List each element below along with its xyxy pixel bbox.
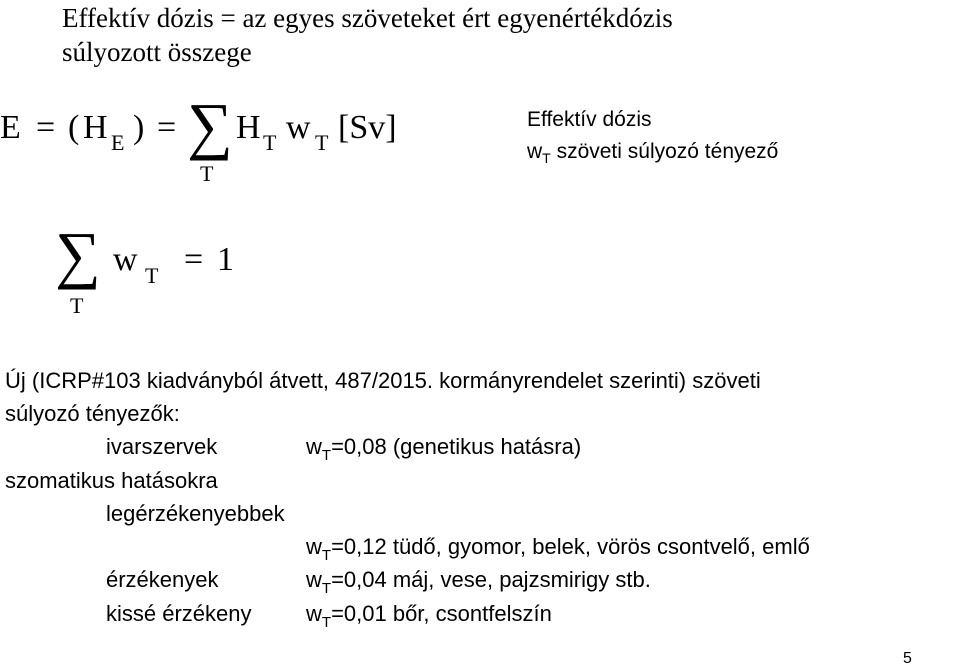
formula-lparen: ( bbox=[68, 109, 80, 146]
formula-w-t: w bbox=[286, 109, 311, 146]
formula-equals: = bbox=[36, 109, 56, 146]
w-subscript: T bbox=[321, 614, 332, 631]
w-subscript: T bbox=[321, 447, 332, 464]
page-number: 5 bbox=[903, 650, 912, 667]
row-label-legerzekenyebbek: legérzékenyebbek bbox=[106, 501, 285, 526]
w-symbol: w bbox=[306, 534, 322, 559]
formula-w-t-subscript: T bbox=[315, 130, 329, 155]
slide-title-line-2: súlyozott összege bbox=[62, 37, 252, 67]
sigma-subscript: T bbox=[70, 293, 84, 318]
weight-value: =0,12 tüdő, gyomor, belek, vörös csontvelő, emlő bbox=[331, 534, 810, 559]
intro-line-1: Új (ICRP#103 kiadványból átvett, 487/2015. kormányrendelet szerinti) szöveti bbox=[5, 368, 761, 393]
sigma-subscript: T bbox=[200, 161, 214, 186]
formula-h-subscript: E bbox=[111, 130, 125, 155]
row-label-ivarszervek: ivarszervek bbox=[106, 434, 218, 459]
row-value-erzekenyek bbox=[306, 567, 651, 596]
row-value-legerzekenyebbek bbox=[306, 534, 810, 563]
sigma-icon: ∑ bbox=[187, 90, 233, 161]
w-symbol: w bbox=[306, 601, 322, 626]
w-symbol: w bbox=[306, 567, 322, 592]
row-value-kisse-erzekeny bbox=[306, 601, 552, 630]
legend-weighting-factor bbox=[527, 140, 778, 164]
formula-w-subscript: T bbox=[145, 263, 159, 288]
row-value-ivarszervek bbox=[306, 434, 581, 463]
w-subscript: T bbox=[321, 547, 332, 564]
row-label-erzekenyek: érzékenyek bbox=[106, 567, 219, 592]
w-subscript: T bbox=[321, 580, 332, 597]
formula-equals-2: = bbox=[157, 109, 177, 146]
weight-value: =0,08 (genetikus hatásra) bbox=[331, 434, 582, 459]
slide-title-line-1: Effektív dózis = az egyes szöveteket ért egyenértékdózis bbox=[62, 3, 673, 33]
formula-equals: = bbox=[184, 241, 204, 278]
row-label-kisse-erzekeny: kissé érzékeny bbox=[106, 601, 252, 626]
formula-e: E bbox=[0, 109, 21, 146]
section-somatic: szomatikus hatásokra bbox=[5, 468, 218, 493]
intro-line-2: súlyozó tényezők: bbox=[5, 401, 180, 426]
formula-h: H bbox=[83, 109, 108, 146]
formula-unit: [Sv] bbox=[338, 109, 397, 146]
formula-one: 1 bbox=[217, 241, 234, 278]
w-symbol: w bbox=[306, 434, 322, 459]
legend-weighting-text: szöveti súlyozó tényező bbox=[550, 140, 779, 163]
weight-value: =0,01 bőr, csontfelszín bbox=[331, 601, 552, 626]
legend-w: w bbox=[527, 140, 543, 163]
legend-w-subscript: T bbox=[542, 150, 551, 166]
formula-h-t: H bbox=[236, 109, 261, 146]
formula-rparen: ) bbox=[133, 109, 145, 146]
formula-h-t-subscript: T bbox=[263, 130, 277, 155]
weight-value: =0,04 máj, vese, pajzsmirigy stb. bbox=[331, 567, 651, 592]
sigma-icon: ∑ bbox=[55, 219, 101, 290]
legend-effective-dose: Effektív dózis bbox=[527, 108, 652, 131]
formula-w: w bbox=[113, 241, 138, 278]
